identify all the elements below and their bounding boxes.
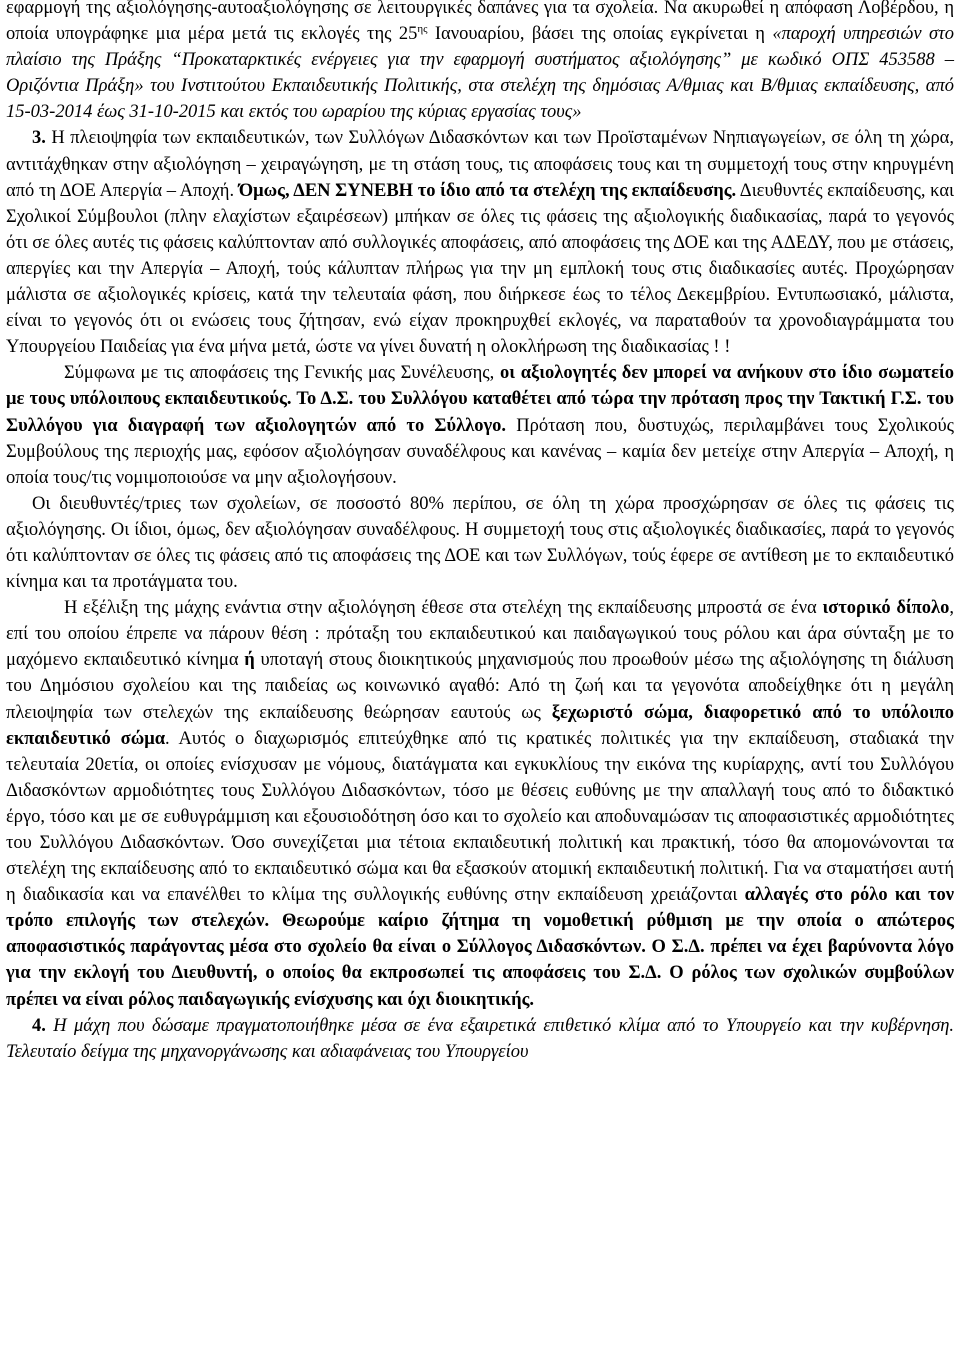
text-run: Πρόταση που, δυστυχώς, περιλαμβάνει τους Σχολικούς Συμβούλους της περιοχής μας, εφόσον αξιολόγησαν συναδέλφους και κανένας – καμία δεν μετείχε στην Απεργία – Αποχή, η οποία τους/τις νομιμοποιούσε να μην αξιολογήσουν. — [6, 415, 954, 488]
text-run: Οι διευθυντές/τριες των σχολείων, σε ποσοστό 80% περίπου, σε όλη τη χώρα προσχώρησαν σε όλες τις φάσεις τις αξιολόγησης. Οι ίδιοι, όμως, δεν αξιολόγησαν συναδέλφους. Η συμμετοχή τους στις αξιολογικές διαδικασίες, παρά το γεγονός ότι καλύπτονταν σε όλες τις φάσεις από τις αποφάσεις της ΔΟΕ και των Συλλόγων, τούς έφερε σε αντίθεση με το εκπαιδευτικό κίνημα και τα προτάγματα του. — [6, 493, 954, 593]
paragraph-dipole — [6, 595, 954, 1013]
text-run: Ιανουαρίου, βάσει της οποίας εγκρίνεται η — [427, 24, 773, 45]
text-run: Σύμφωνα με τις αποφάσεις της Γενικής μας Συνέλευσης, — [64, 363, 500, 384]
paragraph-general-assembly — [6, 360, 954, 490]
paragraph-loverdos-decision — [6, 0, 954, 125]
paragraph-point-3 — [6, 125, 954, 360]
document-page — [6, 0, 954, 1065]
text-run: . Αυτός ο διαχωρισμός επιτεύχθηκε από τις κρατικές πολιτικές για την εκπαίδευση, σταδιακά την τελευταία 20ετία, οι οποίες ενίσχυσαν με νόμους, διατάγματα και εγκυκλίους την εικόνα της κυρίαρχης, αντί του Συλλόγου Διδασκόντων αρμοδιότητες τους Συλλόγου Διδασκόντων, τόσο με θέσεις ευθύνης με την απαλλαγή τους από το διδακτικό έργο, τόσο και με σε ευθυγράμμιση και εξουσιοδότηση όσο και το σχολείο και αποδυναμώσαν τις αποφασιστικές αρμοδιότητες του Συλλόγου Διδασκόντων. Όσο συνεχίζεται μια τέτοια εκπαιδευτική πολιτική και πρακτική, τόσο θα απομονώνονται τα στελέχη της εκπαίδευσης από το εκπαιδευτικό σώμα και θα εξασκούν ατομική εκπαιδευτική πολιτική. Για να σταματήσει αυτή η διαδικασία και να επανέλθει το κλίμα της συλλογικής ευθύνης στην εκπαίδευση χρειάζονται — [6, 728, 954, 906]
emphasis-text: ιστορικό δίπολο — [822, 598, 950, 619]
ordinal-suffix: ης — [417, 22, 428, 35]
emphasis-text: ξεχωριστό σώμα, διαφορετικό από το υπόλοιπο εκπαιδευτικό σώμα — [6, 702, 954, 749]
text-run: , επί του οποίου έπρεπε να πάρουν θέση : πρόταξη του εκπαιδευτικού και παιδαγωγικού τους ρόλου και άρα σύνταξη με το μαχόμενο εκπαιδευτικό κίνημα — [6, 598, 955, 671]
text-run: Η μάχη που δώσαμε πραγματοποιήθηκε μέσα σε ένα εξαιρετικά επιθετικό κλίμα από το Υπουργείο και την κυβέρνηση. Τελευταίο δείγμα της μηχανοργάνωσης και αδιαφάνειας του Υπουργείου — [6, 1015, 954, 1062]
paragraph-directors — [6, 491, 954, 595]
emphasis-text: οι αξιολογητές δεν μπορεί να ανήκουν στο ίδιο σωματείο με τους υπόλοιπους εκπαιδευτικούς. Το Δ.Σ. του Συλλόγου καταθέτει από τώρα την πρόταση προς την Τακτική Γ.Σ. του Συλλόγου για διαγραφή των αξιολογητών από το Σύλλογο. — [6, 363, 954, 436]
emphasis-text: Όμως, ΔΕΝ ΣΥΝΕΒΗ το ίδιο από τα στελέχη της εκπαίδευσης. — [238, 180, 737, 201]
text-run: εφαρμογή της αξιολόγησης-αυτοαξιολόγησης σε λειτουργικές δαπάνες για τα σχολεία. Να ακυρωθεί η απόφαση Λοβέρδου, η οποία υπογράφηκε μια μέρα μετά τις εκλογές της 25 — [6, 0, 954, 45]
paragraph-point-4 — [6, 1013, 954, 1065]
text-run: υποταγή στους διοικητικούς μηχανισμούς που προωθούν μέσω της αξιολόγησης τη διάλυση του Δημόσιου σχολείου και της παιδείας ως κοινωνικό αγαθό: Από τη ζωή και τα γεγονότα αποδείχθηκε ότι η μεγάλη πλειοψηφία των στελεχών της εκπαίδευσης θεώρησαν εαυτούς ως — [6, 650, 954, 723]
text-run: Η πλειοψηφία των εκπαιδευτικών, των Συλλόγων Διδασκόντων και των Προϊσταμένων Νηπιαγωγείων, σε όλη τη χώρα, αντιτάχθηκαν στην αξιολόγηση – χειραγώγηση, με τη στάση τους, τις αποφάσεις τους και τη συμμετοχή τους στην κηρυγμένη από τη ΔΟΕ Απεργία – Αποχή. — [6, 128, 954, 201]
text-run: Διευθυντές εκπαίδευσης, και Σχολικοί Σύμβουλοι (πλην ελαχίστων εξαιρέσεων) μπήκαν σε όλες τις φάσεις της αξιολογικής διαδικασίας, παρά το γεγονός ότι σε όλες αυτές τις φάσεις καλύπτονταν από συλλογικές αποφάσεις, από αποφάσεις της ΔΟΕ και της ΑΔΕΔΥ, που με στάσεις, απεργίες και την Απεργία – Αποχή, τούς κάλυπταν πλήρως για την μη εμπλοκή τους στις διαδικασίες αυτές. Προχώρησαν μάλιστα σε αξιολογικές κρίσεις, κατά την τελευταία φάση, που διήρκεσε έως το τέλος Δεκεμβρίου. Εντυπωσιακό, μάλιστα, είναι το γεγονός ότι οι ενώσεις τους ζήτησαν, ενώ είχαν προκηρυχθεί εκλογές, να παραταθούν τα χρονοδιαγράμματα του Υπουργείου Παιδείας για ένα μήνα μετά, ώστε να γίνει δυνατή η ολοκλήρωση της διαδικασίας ! ! — [6, 180, 955, 358]
point-number: 3. — [32, 128, 46, 149]
emphasis-text: αλλαγές στο ρόλο και τον τρόπο επιλογής των στελεχών. Θεωρούμε καίριο ζήτημα τη νομοθετική ρύθμιση με την οποία ο απώτερος αποφασιστικός παράγοντας μέσα στο σχολείο θα είναι ο Σύλλογος Διδασκόντων. Ο Σ.Δ. πρέπει να έχει βαρύνοντα λόγο για την εκλογή του Διευθυντή, ο οποίος θα εκπροσωπεί τις αποφάσεις του Σ.Δ. Ο ρόλος των σχολικών συμβούλων πρέπει να είναι ρόλος παιδαγωγικής ενίσχυσης και όχι διοικητικής. — [6, 885, 954, 1010]
emphasis-text: ή — [244, 650, 255, 671]
point-number: 4. — [32, 1015, 46, 1036]
text-run: Η εξέλιξη της μάχης ενάντια στην αξιολόγηση έθεσε στα στελέχη της εκπαίδευσης μπροστά σε ένα — [64, 598, 823, 619]
quoted-decision-text: «παροχή υπηρεσιών στο πλαίσιο της Πράξης “Προκαταρκτικές ενέργειες για την εφαρμογή συστήματος αξιολόγησης” με κωδικό ΟΠΣ 453588 – Οριζόντια Πράξη» του Ινστιτούτου Εκπαιδευτικής Πολιτικής, στα στελέχη της δημόσιας Α/θμιας και Β/θμιας εκπαίδευσης, από 15-03-2014 έως 31-10-2015 και εκτός του ωραρίου της κύριας εργασίας τους» — [6, 24, 954, 123]
